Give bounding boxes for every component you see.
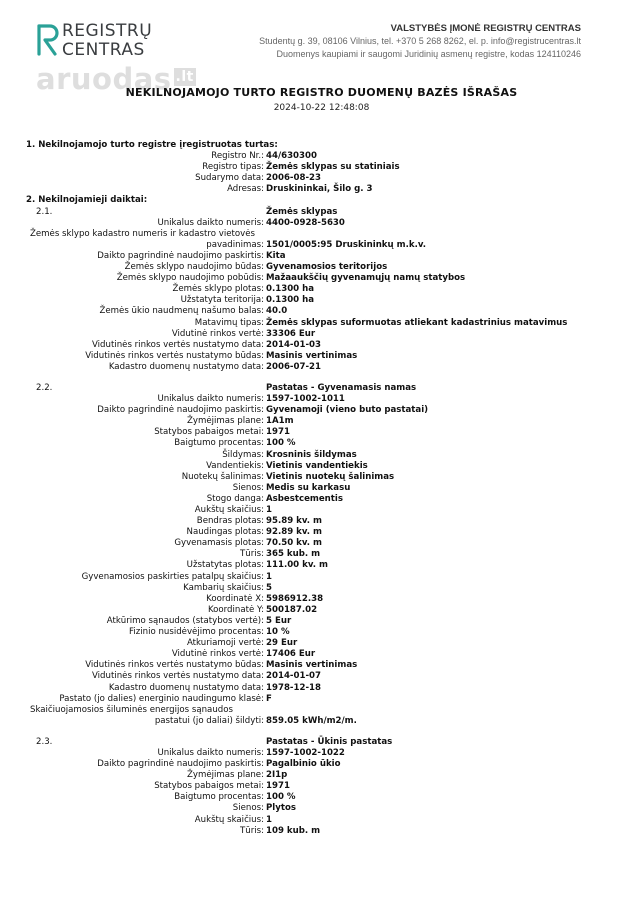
document-date: 2024-10-22 12:48:08 (273, 103, 370, 113)
field-value: F (266, 693, 272, 704)
field-label: Statybos pabaigos metai: (154, 427, 264, 438)
field-label: Registro Nr.: (211, 151, 264, 162)
field-label: Atkuriamoji vertė: (186, 638, 264, 649)
item-number: 2.1. (36, 206, 53, 217)
field-value: 70.50 kv. m (266, 538, 323, 549)
field-label: Vandentiekis: (206, 460, 264, 471)
field-label: Daikto pagrindinė naudojimo paskirtis: (97, 759, 264, 770)
field-value: Gyvenamosios teritorijos (266, 262, 388, 273)
field-row (0, 494, 643, 505)
field-label: Unikalus daikto numeris: (157, 394, 264, 405)
field-value: Pagalbinio ūkio (266, 759, 341, 770)
field-label: Matavimų tipas: (194, 317, 264, 328)
field-value: Žemės sklypas su statiniais (266, 162, 400, 173)
field-row (0, 594, 643, 605)
field-value: 365 kub. m (266, 549, 321, 560)
field-label: Koordinatė X: (206, 593, 264, 604)
field-label: Gyvenamasis plotas: (174, 538, 264, 549)
field-label: Unikalus daikto numeris: (157, 217, 264, 228)
field-row (0, 694, 643, 705)
section-heading-text: 2. Nekilnojamieji daiktai: (26, 195, 148, 206)
item-number: 2.2. (36, 382, 53, 393)
field-row-wrap (0, 229, 643, 240)
company-info (259, 23, 581, 61)
field-value: 2006-07-21 (266, 361, 321, 372)
field-label: Žemės sklypo naudojimo pobūdis: (116, 273, 264, 284)
field-row (0, 416, 643, 427)
field-label: Aukštų skaičius: (194, 814, 264, 825)
field-label: Užstatyta teritorija: (180, 295, 264, 306)
field-value: 40.0 (266, 306, 288, 317)
field-value: 17406 Eur (266, 649, 316, 660)
field-label: Bendras plotas: (196, 516, 264, 527)
field-label: Daikto pagrindinė naudojimo paskirtis: (97, 250, 264, 261)
field-row (0, 251, 643, 262)
field-row (0, 273, 643, 284)
field-label: pavadinimas: (206, 239, 264, 250)
field-label: Adresas: (227, 184, 264, 195)
field-value: 92.89 kv. m (266, 527, 323, 538)
field-label: Gyvenamosios paskirties patalpų skaičius: (81, 571, 264, 582)
logo-text (62, 22, 152, 60)
field-row (0, 461, 643, 472)
field-row (0, 759, 643, 770)
field-label: Užstatytas plotas: (186, 560, 264, 571)
logo-line2: CENTRAS (62, 40, 145, 60)
field-value: 0.1300 ha (266, 284, 315, 295)
field-value: Vietinis vandentiekis (266, 460, 368, 471)
section-heading (0, 140, 643, 151)
field-label: Registro tipas: (202, 162, 264, 173)
field-label: Naudingas plotas: (186, 527, 264, 538)
field-row (0, 438, 643, 449)
company-name: VALSTYBĖS ĮMONĖ REGISTRŲ CENTRAS (390, 23, 581, 34)
field-value: 1501/0005:95 Druskininkų m.k.v. (266, 239, 426, 250)
field-row (0, 549, 643, 560)
field-value: 1971 (266, 427, 290, 438)
field-label: Tūris: (240, 549, 264, 560)
field-value: Medis su karkasu (266, 482, 351, 493)
field-row (0, 627, 643, 638)
field-label: Tūris: (240, 825, 264, 836)
item-heading (0, 737, 643, 748)
field-label: Vidutinės rinkos vertės nustatymo būdas: (85, 660, 264, 671)
field-label: Žemės ūkio naudmenų našumo balas: (99, 306, 264, 317)
field-row (0, 770, 643, 781)
field-row (0, 538, 643, 549)
company-address: Studentų g. 39, 08106 Vilnius, tel. +370 5 268 8262, el. p. info@registrucentras.lt (259, 36, 581, 46)
field-value: Krosninis šildymas (266, 449, 357, 460)
field-value: 5986912.38 (266, 593, 324, 604)
field-label: Kadastro duomenų nustatymo data: (108, 682, 264, 693)
field-label: Šildymas: (222, 449, 264, 460)
field-value: 33306 Eur (266, 328, 316, 339)
field-value: 5 Eur (266, 615, 292, 626)
field-label: Žemės sklypo naudojimo būdas: (124, 262, 264, 273)
field-row (0, 351, 643, 362)
field-row (0, 815, 643, 826)
field-row (0, 340, 643, 351)
field-value: 29 Eur (266, 638, 298, 649)
logo-line1: REGISTRŲ (62, 21, 153, 41)
spacer (0, 727, 643, 737)
field-label: Daikto pagrindinė naudojimo paskirtis: (97, 405, 264, 416)
field-row (0, 560, 643, 571)
field-label: Aukštų skaičius: (194, 505, 264, 515)
field-label: Vidutinės rinkos vertės nustatymo būdas: (85, 350, 264, 361)
field-row (0, 151, 643, 162)
item-heading (0, 207, 643, 218)
field-value: Masinis vertinimas (266, 350, 358, 361)
field-value: 1971 (266, 781, 290, 792)
field-row (0, 240, 643, 251)
field-row (0, 516, 643, 527)
field-label: Žemės sklypo plotas: (172, 284, 264, 295)
field-label: Vidutinė rinkos vertė: (171, 328, 264, 339)
field-value: 1978-12-18 (266, 682, 321, 693)
field-row (0, 616, 643, 627)
field-label: Fizinio nusidėvėjimo procentas: (129, 627, 264, 638)
field-row (0, 295, 643, 306)
field-row (0, 505, 643, 516)
field-label: Koordinatė Y: (207, 604, 264, 615)
field-row (0, 583, 643, 594)
field-value: Kita (266, 250, 286, 261)
field-value: 859.05 kWh/m2/m. (266, 715, 357, 726)
field-row (0, 683, 643, 694)
field-value: Asbestcementis (266, 493, 343, 504)
spacer (0, 373, 643, 383)
field-row (0, 427, 643, 438)
field-row (0, 284, 643, 295)
field-value: Gyvenamoji (vieno buto pastatai) (266, 405, 429, 416)
document-title: NEKILNOJAMOJO TURTO REGISTRO DUOMENŲ BAZĖS IŠRAŠAS (125, 86, 518, 99)
field-label: Vidutinė rinkos vertė: (171, 649, 264, 660)
field-label: Sienos: (232, 803, 264, 814)
field-value: 2014-01-03 (266, 339, 321, 350)
field-row (0, 218, 643, 229)
field-value: Masinis vertinimas (266, 660, 358, 671)
field-row (0, 306, 643, 317)
field-value: 44/630300 (266, 151, 317, 162)
field-value: 100 % (266, 438, 296, 449)
field-row (0, 781, 643, 792)
field-row (0, 605, 643, 616)
field-row-wrap (0, 705, 643, 716)
field-value: 111.00 kv. m (266, 560, 328, 571)
field-row (0, 450, 643, 461)
field-value: 10 % (266, 627, 290, 638)
field-value: Vietinis nuotekų šalinimas (266, 471, 395, 482)
field-value: 500187.02 (266, 604, 318, 615)
field-row (0, 716, 643, 727)
item-title: Pastatas - Gyvenamasis namas (266, 382, 417, 393)
field-row (0, 472, 643, 483)
field-value: 0.1300 ha (266, 295, 315, 306)
field-row (0, 792, 643, 803)
field-value: 1 (266, 814, 272, 825)
document-body (0, 140, 643, 837)
field-row (0, 329, 643, 340)
field-label: pastatui (jo daliai) šildyti: (154, 715, 264, 726)
field-label: Vidutinės rinkos vertės nustatymo data: (91, 671, 264, 682)
field-label: Vidutinės rinkos vertės nustatymo data: (91, 339, 264, 350)
field-row (0, 405, 643, 416)
field-value: 100 % (266, 792, 296, 803)
field-label: Unikalus daikto numeris: (157, 747, 264, 758)
field-value: Plytos (266, 803, 296, 814)
field-row (0, 649, 643, 660)
field-value: 1597-1002-1022 (266, 747, 345, 758)
watermark-tld: .lt (175, 69, 194, 85)
item-heading (0, 383, 643, 394)
field-label: Sienos: (232, 482, 264, 493)
field-label: Nuotekų šalinimas: (181, 471, 264, 482)
field-label-wrap: Žemės sklypo kadastro numeris ir kadastro vietovės (30, 228, 255, 239)
field-row (0, 671, 643, 682)
field-row (0, 162, 643, 173)
field-value: Mažaaukščių gyvenamųjų namų statybos (266, 273, 466, 284)
field-label-wrap: Skaičiuojamosios šiluminės energijos sąnaudos (30, 704, 233, 715)
field-value: 2006-08-23 (266, 173, 321, 184)
field-value: 109 kub. m (266, 825, 321, 836)
item-title: Pastatas - Ūkinis pastatas (266, 736, 393, 747)
watermark-text: aruodas (36, 62, 172, 96)
field-label: Statybos pabaigos metai: (154, 781, 264, 792)
field-label: Žymėjimas plane: (187, 416, 264, 427)
field-label: Atkūrimo sąnaudos (statybos vertė): (106, 615, 264, 626)
registru-centras-logo (36, 22, 176, 66)
field-row (0, 262, 643, 273)
item-number: 2.3. (36, 736, 53, 747)
field-row (0, 826, 643, 837)
field-row (0, 572, 643, 583)
field-label: Baigtumo procentas: (174, 438, 264, 449)
section-heading (0, 195, 643, 206)
field-row (0, 660, 643, 671)
field-label: Pastato (jo dalies) energinio naudingumo klasė: (59, 693, 264, 704)
field-row (0, 173, 643, 184)
field-label: Baigtumo procentas: (174, 792, 264, 803)
field-row (0, 748, 643, 759)
field-value: 95.89 kv. m (266, 516, 323, 527)
field-row (0, 638, 643, 649)
field-value: 2I1p (266, 770, 288, 781)
company-registry-info: Duomenys kaupiami ir saugomi Juridinių asmenų registre, kodas 124110246 (276, 49, 581, 59)
item-title: Žemės sklypas (266, 206, 338, 217)
field-row (0, 184, 643, 195)
logo-mark-icon (36, 24, 60, 56)
field-value: 1 (266, 571, 272, 582)
field-label: Kadastro duomenų nustatymo data: (108, 361, 264, 372)
field-label: Žymėjimas plane: (187, 770, 264, 781)
field-row (0, 483, 643, 494)
field-label: Sudarymo data: (195, 173, 264, 184)
field-value: 2014-01-07 (266, 671, 321, 682)
field-label: Kambarių skaičius: (183, 582, 264, 593)
field-value: 1A1m (266, 416, 294, 427)
field-label: Stogo danga: (206, 493, 264, 504)
field-row (0, 394, 643, 405)
field-value: 1 (266, 505, 272, 515)
field-row (0, 362, 643, 373)
field-value: 1597-1002-1011 (266, 394, 345, 405)
field-value: Žemės sklypas suformuotas atliekant kadastrinius matavimus (266, 317, 568, 328)
field-value: 5 (266, 582, 272, 593)
field-row (0, 318, 643, 329)
section-heading-text: 1. Nekilnojamojo turto registre įregistruotas turtas: (26, 140, 278, 150)
field-row (0, 803, 643, 814)
field-value: Druskininkai, Šilo g. 3 (266, 184, 373, 195)
field-row (0, 527, 643, 538)
field-value: 4400-0928-5630 (266, 217, 345, 228)
